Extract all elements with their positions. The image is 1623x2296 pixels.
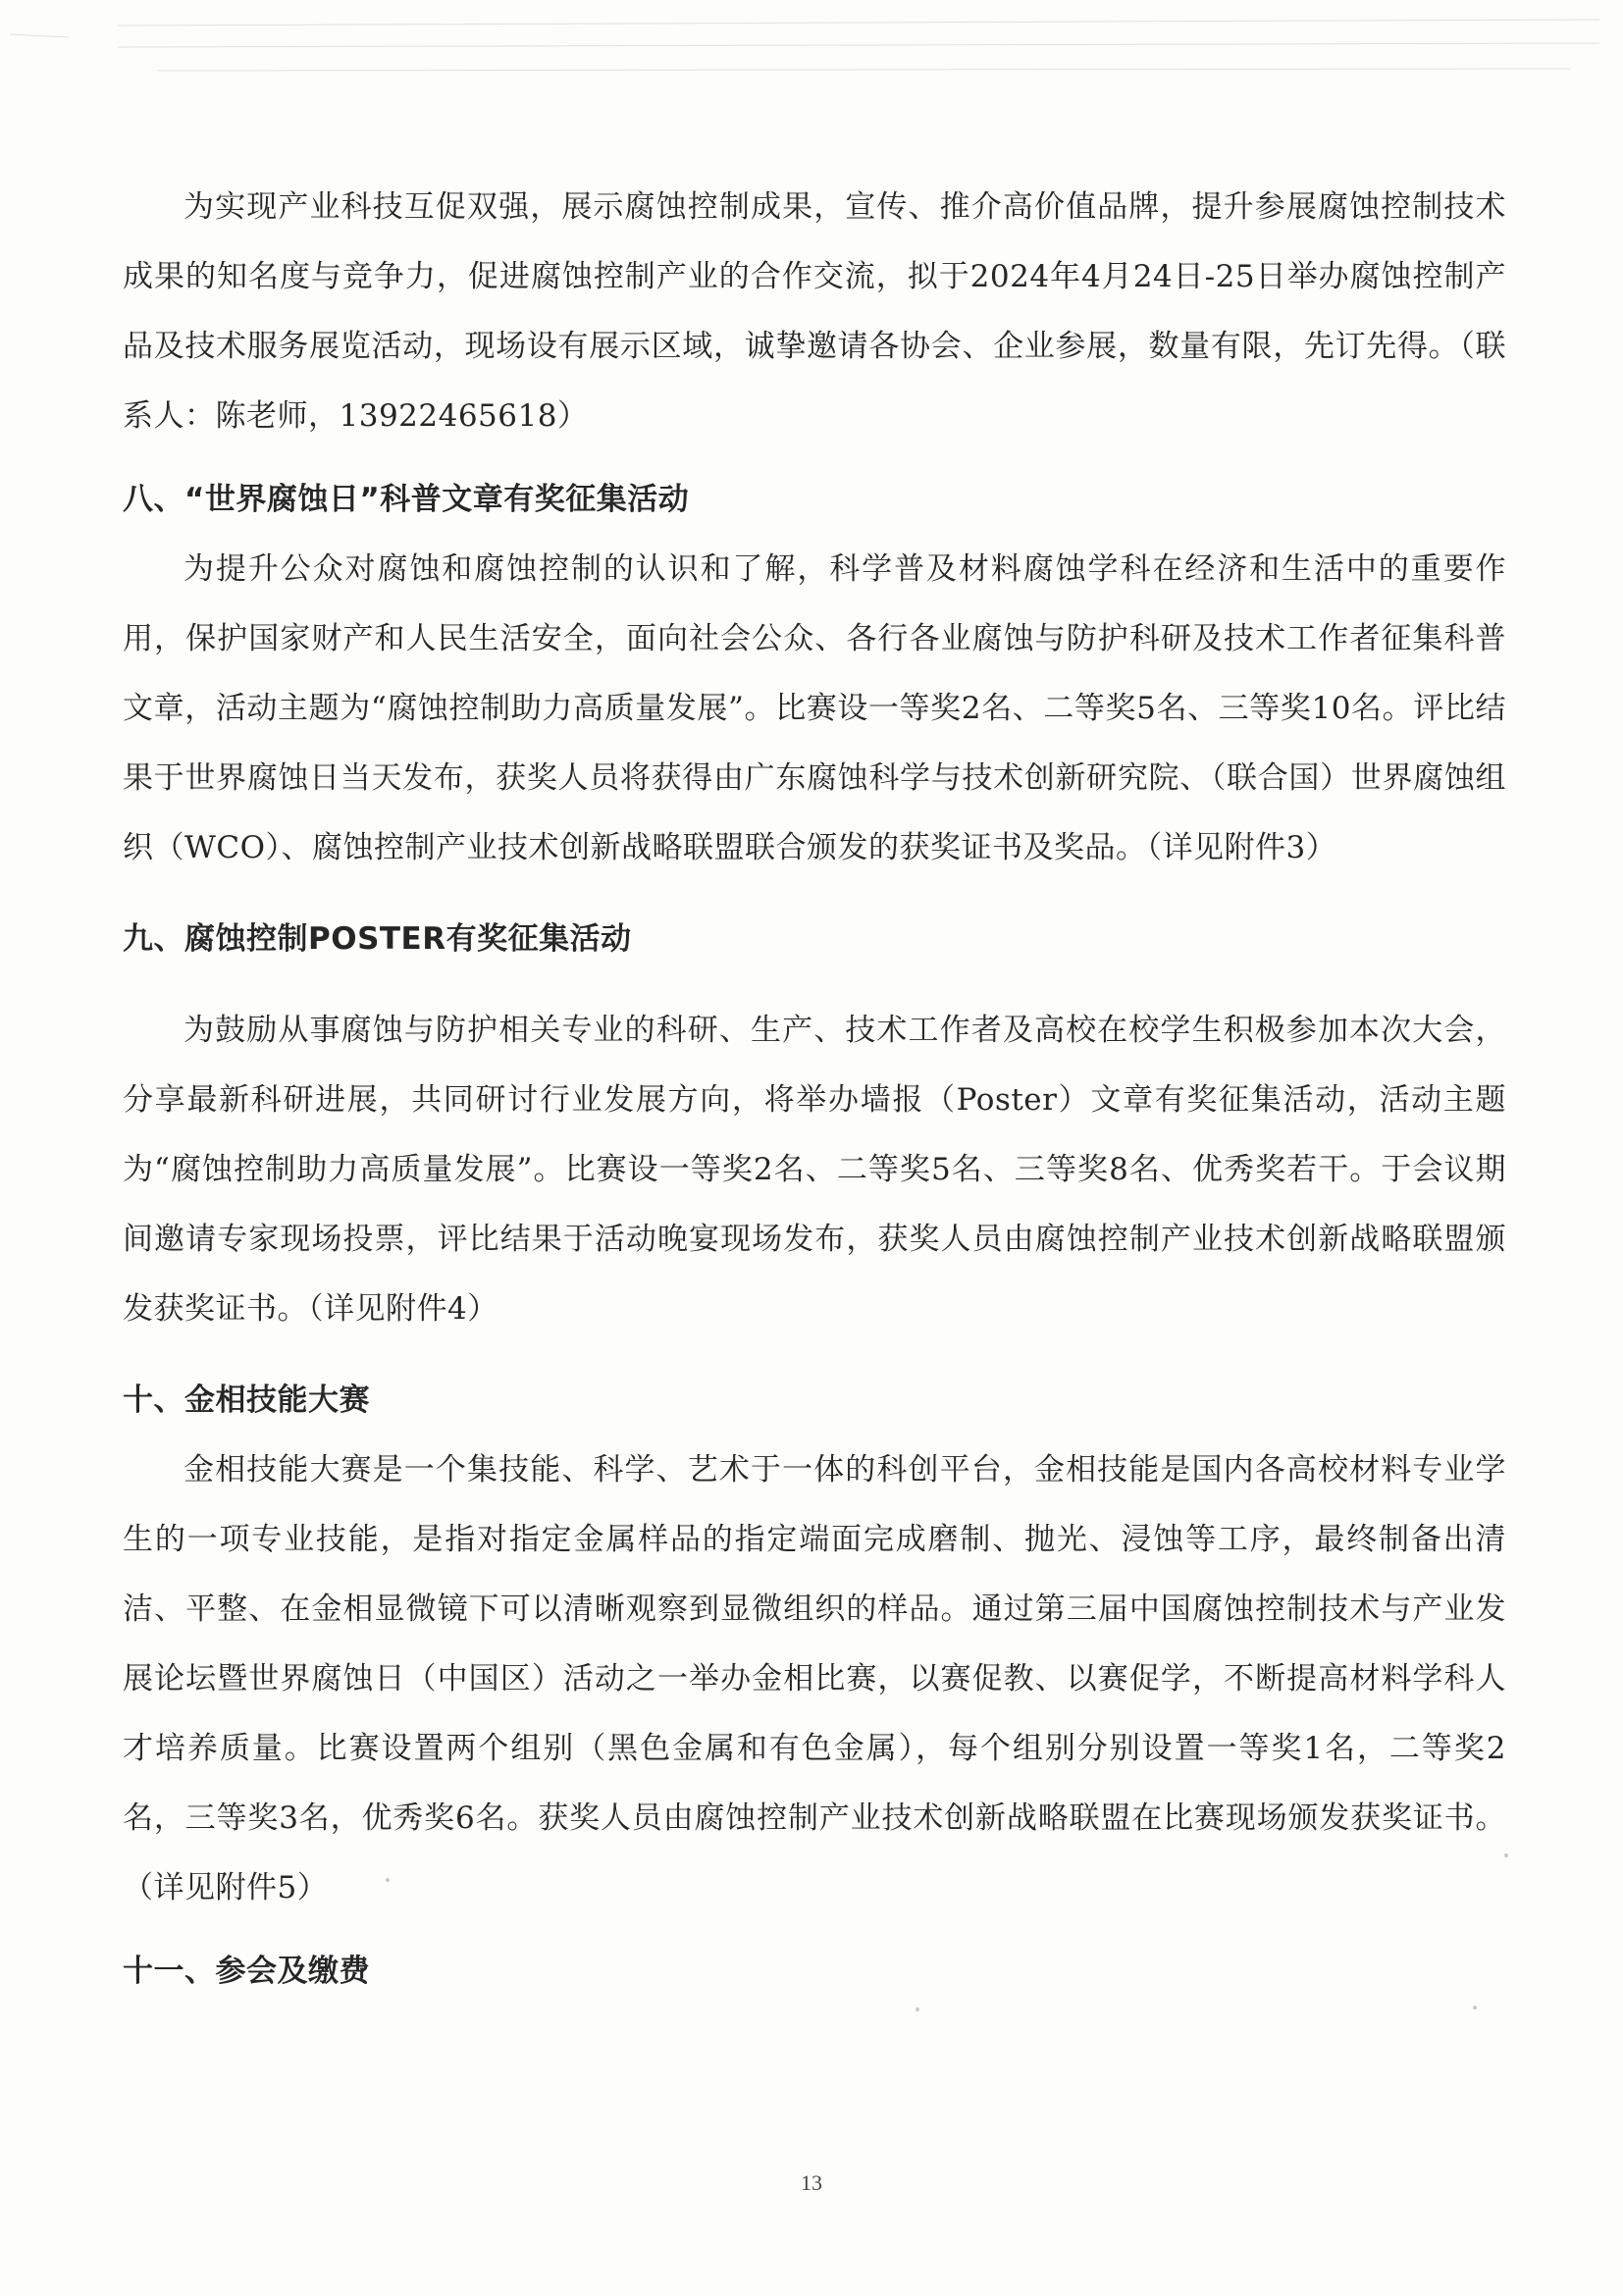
section-paragraph-9: 为鼓励从事腐蚀与防护相关专业的科研、生产、技术工作者及高校在校学生积极参加本次大会，分享最新科研进展，共同研讨行业发展方向，将举办墙报（Poster）文章有奖征集活动，活动主题为“腐蚀控制助力高质量发展”。比赛设一等奖2名、二等奖5名、三等奖8名、优秀奖若干。于会议期间邀请专家现场投票，评比结果于活动晚宴现场发布，获奖人员由腐蚀控制产业技术创新战略联盟颁发获奖证书。（详见附件4） <box>123 1013 1506 1327</box>
section-heading-10: 十、金相技能大赛 <box>123 1383 370 1418</box>
page-number: 13 <box>801 2170 822 2195</box>
intro-paragraph: 为实现产业科技互促双强，展示腐蚀控制成果，宣传、推介高价值品牌，提升参展腐蚀控制技术成果的知名度与竞争力，促进腐蚀控制产业的合作交流，拟于2024年4月24日-25日举办腐蚀控制产品及技术服务展览活动，现场设有展示区域，诚挚邀请各协会、企业参展，数量有限，先订先得。（联系人：陈老师，13922465618） <box>123 189 1506 434</box>
section-paragraph-10: 金相技能大赛是一个集技能、科学、艺术于一体的科创平台，金相技能是国内各高校材料专业学生的一项专业技能，是指对指定金属样品的指定端面完成磨制、抛光、浸蚀等工序，最终制备出清洁、平整、在金相显微镜下可以清晰观察到显微组织的样品。通过第三届中国腐蚀控制技术与产业发展论坛暨世界腐蚀日（中国区）活动之一举办金相比赛，以赛促教、以赛促学，不断提高材料学科人才培养质量。比赛设置两个组别（黑色金属和有色金属），每个组别分别设置一等奖1名，二等奖2名，三等奖3名，优秀奖6名。获奖人员由腐蚀控制产业技术创新战略联盟在比赛现场颁发获奖证书。（详见附件5） <box>123 1452 1506 1905</box>
section-heading-11: 十一、参会及缴费 <box>123 1954 370 1989</box>
section-heading-9: 九、腐蚀控制POSTER有奖征集活动 <box>123 921 632 957</box>
section-heading-8: 八、“世界腐蚀日”科普文章有奖征集活动 <box>123 482 690 517</box>
section-paragraph-8: 为提升公众对腐蚀和腐蚀控制的认识和了解，科学普及材料腐蚀学科在经济和生活中的重要作用，保护国家财产和人民生活安全，面向社会公众、各行各业腐蚀与防护科研及技术工作者征集科普文章，活动主题为“腐蚀控制助力高质量发展”。比赛设一等奖2名、二等奖5名、三等奖10名。评比结果于世界腐蚀日当天发布，获奖人员将获得由广东腐蚀科学与技术创新研究院、（联合国）世界腐蚀组织（WCO）、腐蚀控制产业技术创新战略联盟联合颁发的获奖证书及奖品。（详见附件3） <box>123 551 1506 865</box>
document-page <box>123 173 1506 2007</box>
